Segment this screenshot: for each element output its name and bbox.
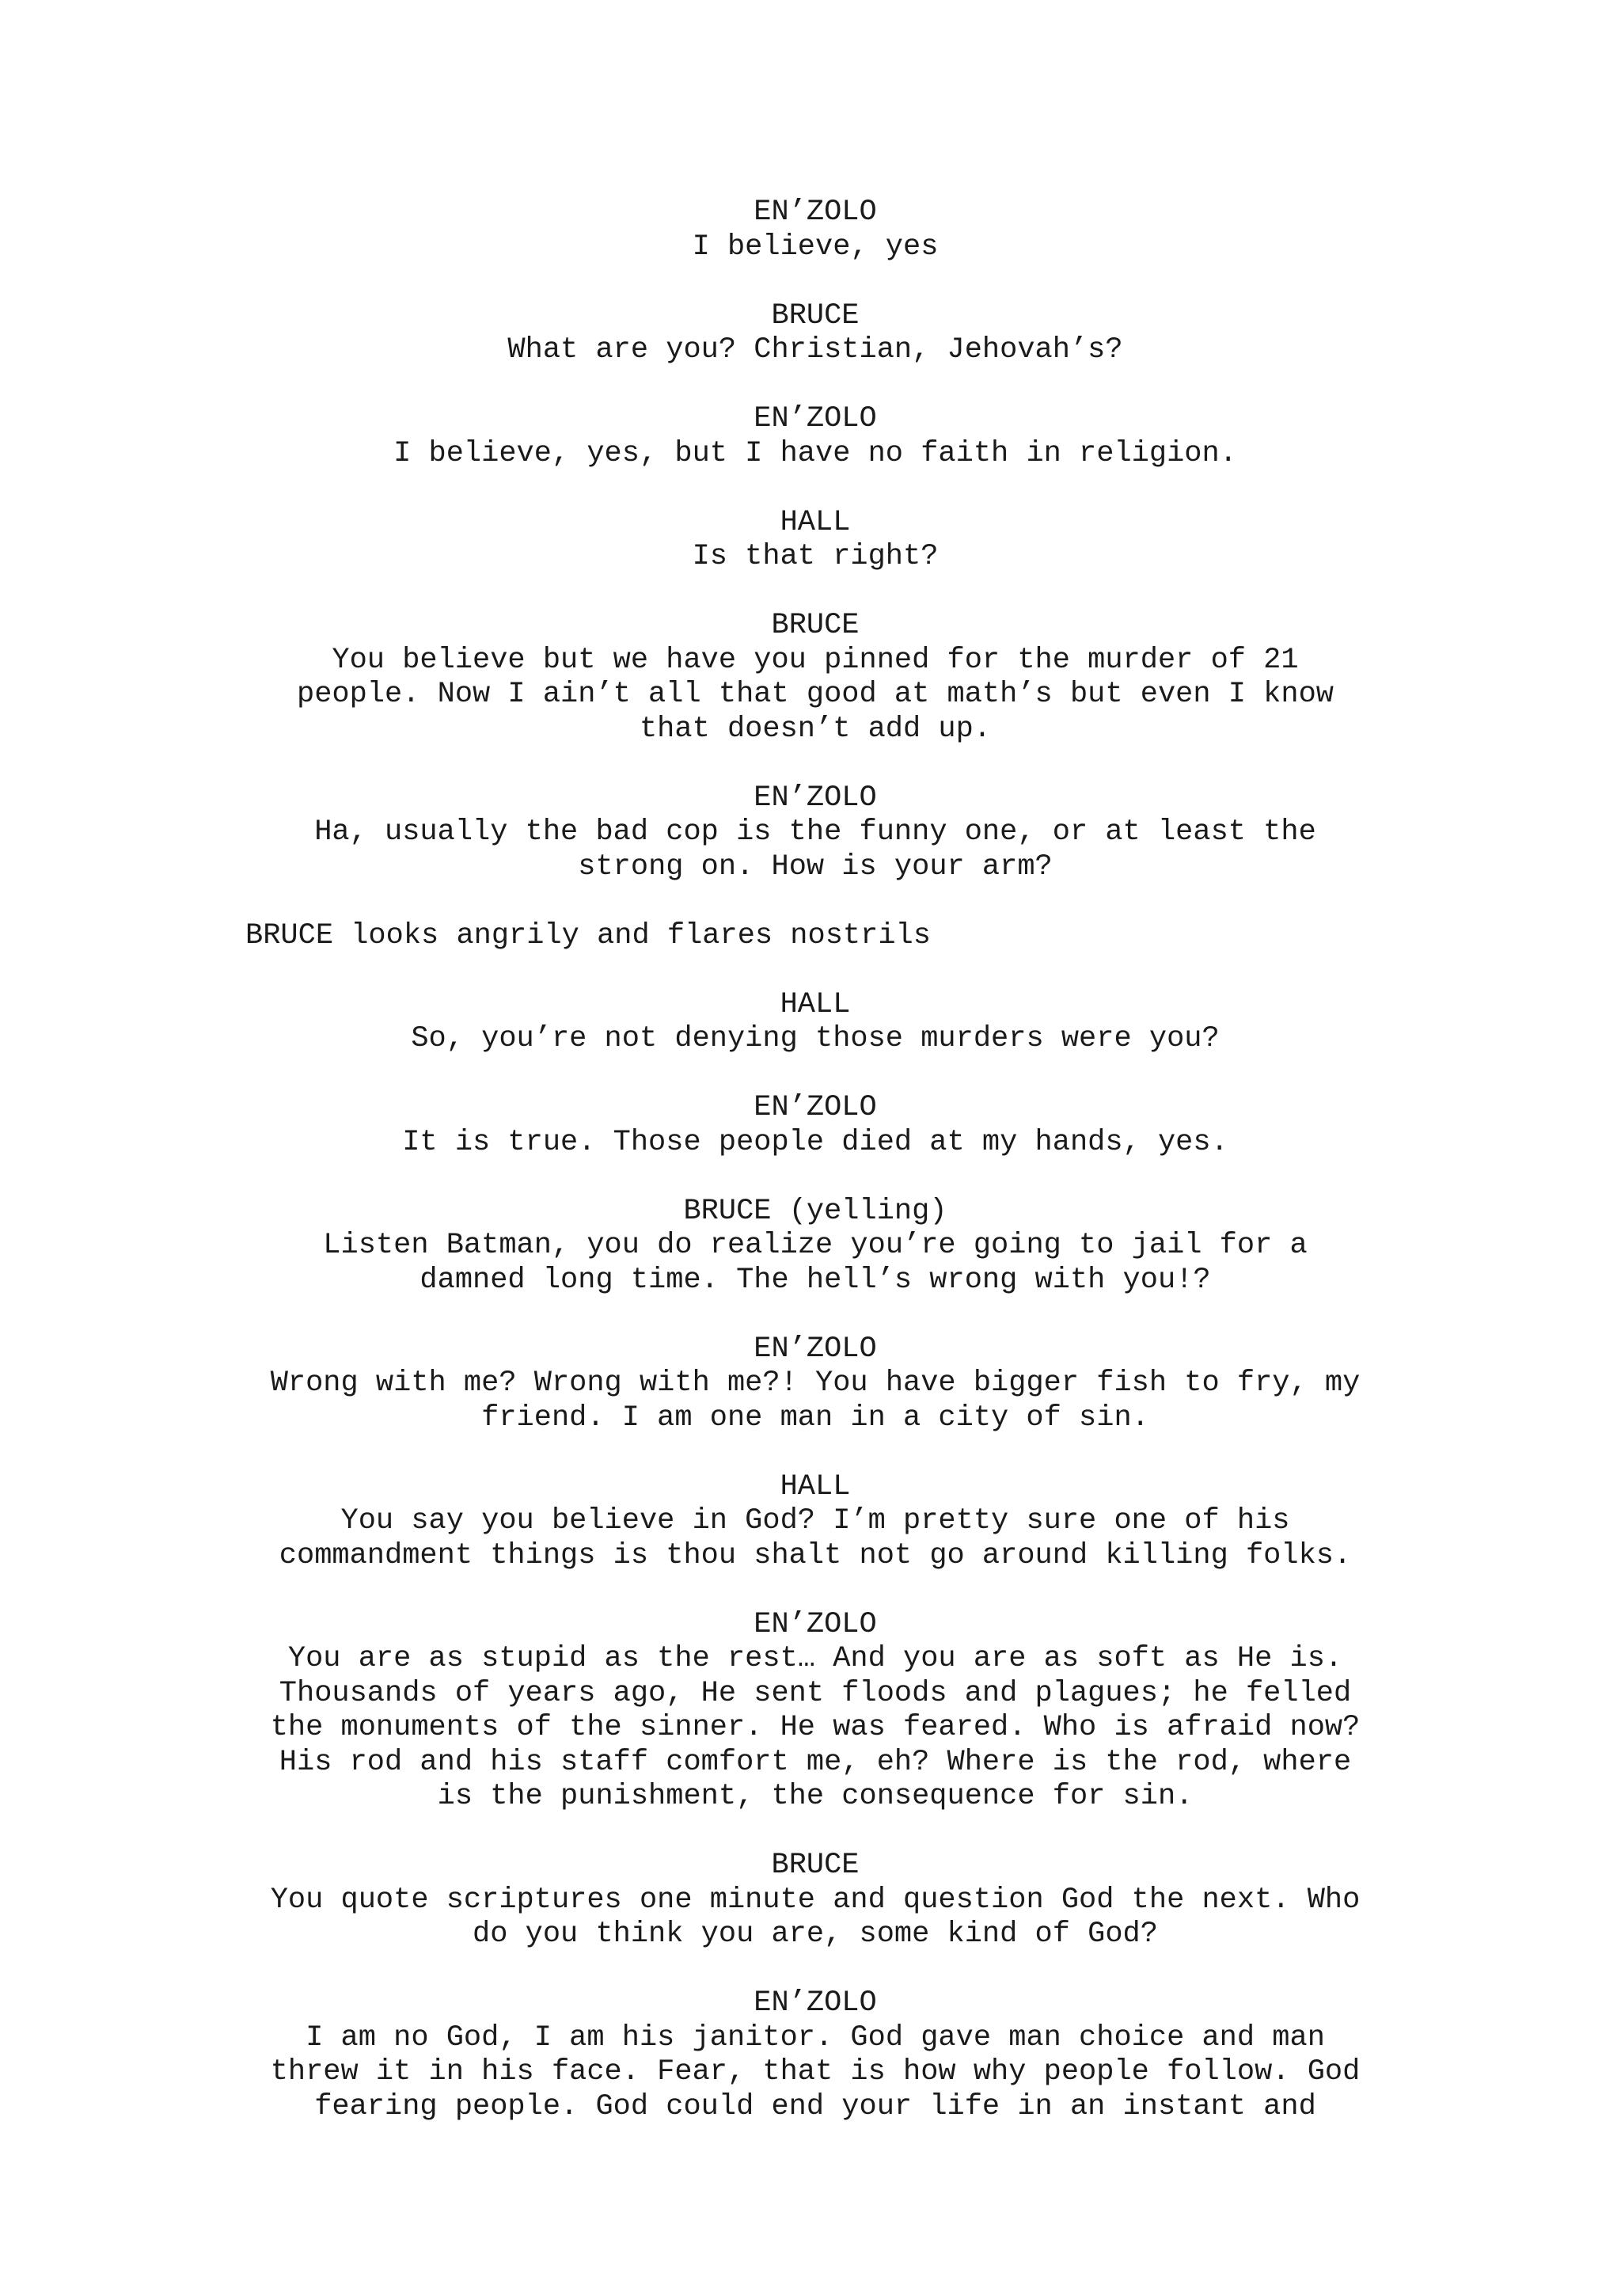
dialogue-line: I believe, yes, but I have no faith in religion. <box>393 436 1237 470</box>
dialogue-block <box>198 609 1433 747</box>
character-name: BRUCE <box>771 609 860 642</box>
dialogue-block <box>198 299 1433 368</box>
dialogue-block <box>198 1091 1433 1160</box>
dialogue-text <box>198 1367 1433 1435</box>
dialogue-text <box>198 2021 1433 2125</box>
character-name: EN’ZOLO <box>754 196 877 229</box>
dialogue-line: What are you? Christian, Jehovah’s? <box>507 333 1123 367</box>
dialogue-line: threw it in his face. Fear, that is how why people follow. God <box>270 2055 1361 2089</box>
dialogue-block <box>198 402 1433 471</box>
dialogue-block <box>198 1849 1433 1952</box>
dialogue-line: You say you believe in God? I’m pretty sure one of his <box>340 1504 1290 1538</box>
dialogue-text <box>198 1022 1433 1057</box>
dialogue-block <box>198 1470 1433 1574</box>
dialogue-line: It is true. Those people died at my hands, yes. <box>402 1125 1228 1159</box>
dialogue-line: Is that right? <box>692 540 939 573</box>
character-name: BRUCE (yelling) <box>683 1194 947 1228</box>
dialogue-text <box>198 1229 1433 1298</box>
dialogue-line: people. Now I ain’t all that good at math’s but even I know <box>296 678 1334 711</box>
character-name: EN’ZOLO <box>754 1607 877 1641</box>
dialogue-block <box>198 196 1433 264</box>
dialogue-text <box>198 815 1433 884</box>
dialogue-line: do you think you are, some kind of God? <box>473 1918 1158 1951</box>
dialogue-line: strong on. How is your arm? <box>578 850 1053 884</box>
dialogue-line: commandment things is thou shalt not go around killing folks. <box>279 1538 1352 1572</box>
dialogue-block <box>198 781 1433 885</box>
dialogue-line: I believe, yes <box>692 230 939 264</box>
dialogue-text <box>198 1504 1433 1573</box>
dialogue-block <box>198 1986 1433 2124</box>
dialogue-line: is the punishment, the consequence for sin. <box>437 1780 1194 1813</box>
dialogue-block <box>198 988 1433 1057</box>
action-text: BRUCE looks angrily and flares nostrils <box>245 918 931 952</box>
dialogue-line: You are as stupid as the rest… And you are as soft as He is. <box>287 1642 1343 1675</box>
dialogue-block <box>198 1195 1433 1298</box>
dialogue-line: Thousands of years ago, He sent floods and plagues; he felled <box>279 1676 1352 1710</box>
dialogue-line: damned long time. The hell’s wrong with you!? <box>419 1263 1211 1297</box>
dialogue-line: You believe but we have you pinned for the murder of 21 <box>332 643 1299 677</box>
dialogue-line: friend. I am one man in a city of sin. <box>481 1401 1149 1435</box>
dialogue-line: the monuments of the sinner. He was feared. Who is afraid now? <box>270 1711 1361 1744</box>
dialogue-text <box>198 333 1433 368</box>
dialogue-line: Wrong with me? Wrong with me?! You have bigger fish to fry, my <box>270 1367 1361 1400</box>
character-name: BRUCE <box>771 1849 860 1882</box>
dialogue-line: So, you’re not denying those murders were you? <box>411 1022 1220 1055</box>
character-name: EN’ZOLO <box>754 1091 877 1124</box>
character-name: EN’ZOLO <box>754 1332 877 1366</box>
dialogue-block <box>198 506 1433 575</box>
dialogue-text <box>198 437 1433 472</box>
dialogue-block <box>198 1332 1433 1436</box>
dialogue-text <box>198 230 1433 265</box>
character-name: EN’ZOLO <box>754 402 877 435</box>
dialogue-line: fearing people. God could end your life in an instant and <box>314 2089 1316 2123</box>
character-name: EN’ZOLO <box>754 1986 877 2020</box>
dialogue-line: Listen Batman, you do realize you’re going to jail for a <box>323 1229 1308 1262</box>
dialogue-line: His rod and his staff comfort me, eh? Where is the rod, where <box>279 1745 1352 1779</box>
screenplay-body <box>198 196 1433 2159</box>
action-line <box>198 919 1433 954</box>
dialogue-text <box>198 1126 1433 1161</box>
character-name: HALL <box>780 1469 851 1503</box>
character-name: HALL <box>780 505 851 539</box>
character-name: HALL <box>780 987 851 1021</box>
dialogue-text <box>198 1884 1433 1952</box>
dialogue-text <box>198 540 1433 575</box>
character-name: EN’ZOLO <box>754 781 877 815</box>
dialogue-line: that doesn’t add up. <box>639 712 992 746</box>
character-name: BRUCE <box>771 298 860 333</box>
dialogue-line: Ha, usually the bad cop is the funny one, or at least the <box>314 815 1316 849</box>
dialogue-text <box>198 1642 1433 1815</box>
dialogue-line: I am no God, I am his janitor. God gave man choice and man <box>306 2020 1325 2055</box>
dialogue-line: You quote scriptures one minute and question God the next. Who <box>270 1883 1361 1917</box>
dialogue-text <box>198 644 1433 747</box>
dialogue-block <box>198 1608 1433 1815</box>
